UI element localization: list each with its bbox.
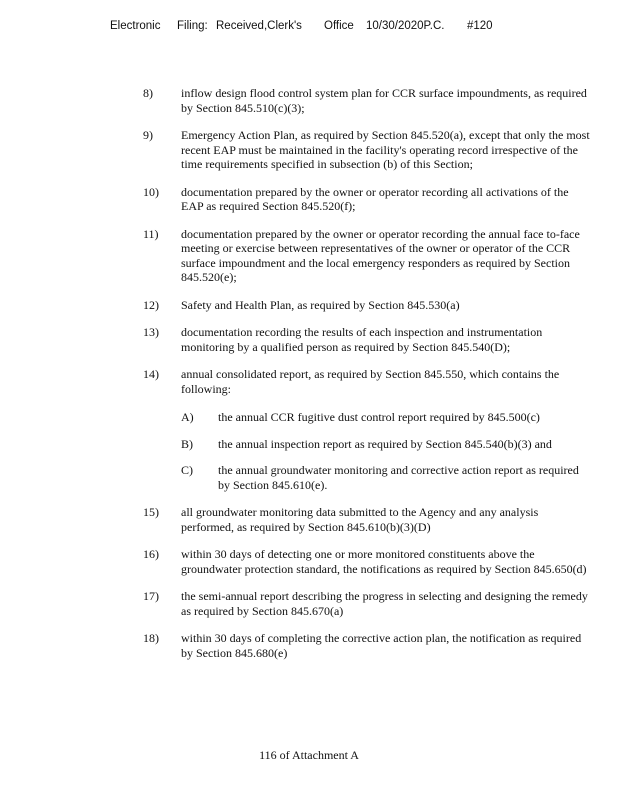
list-item xyxy=(0,505,618,534)
item-text: within 30 days of detecting one or more monitored constituents above the groundwater protection standard, the notifications as required by Section 845.650(d) xyxy=(181,547,587,576)
item-text: the semi-annual report describing the progress in selecting and designing the remedy as required by Section 845.670(a) xyxy=(181,589,588,618)
item-number: 14) xyxy=(143,367,159,381)
subitem-text: the annual groundwater monitoring and corrective action report as required by Section 845.610(e). xyxy=(218,463,579,492)
list-item xyxy=(0,227,618,285)
list-item xyxy=(0,325,618,354)
item-text: all groundwater monitoring data submitted to the Agency and any analysis performed, as required by Section 845.610(b)(3)(D) xyxy=(181,505,539,534)
subitem-text: the annual CCR fugitive dust control report required by 845.500(c) xyxy=(218,410,540,424)
item-number: 9) xyxy=(143,128,153,142)
item-text: documentation prepared by the owner or operator recording the annual face to-face meeting or exercise between representatives of the owner or operator of the CCR surface impoundment and the local emergency responders as required by Section 845.520(e); xyxy=(181,226,580,284)
item-number: 18) xyxy=(143,631,159,645)
header-electronic: Electronic xyxy=(110,20,161,32)
subitem-list xyxy=(0,410,618,492)
subitem-text: the annual inspection report as required by Section 845.540(b)(3) and xyxy=(218,436,552,451)
item-number: 15) xyxy=(143,505,159,519)
item-text: documentation prepared by the owner or operator recording all activations of the EAP as required Section 845.520(f); xyxy=(181,184,569,213)
list-item xyxy=(0,86,618,115)
subitem-number: C) xyxy=(181,463,193,477)
sub-list-item xyxy=(0,463,618,492)
list-item xyxy=(0,547,618,576)
item-number: 13) xyxy=(143,325,159,339)
item-text: inflow design flood control system plan for CCR surface impoundments, as required by Section 845.510(c)(3); xyxy=(181,86,587,115)
item-text: annual consolidated report, as required by Section 845.550, which contains the following: xyxy=(181,367,560,396)
list-item xyxy=(0,128,618,172)
item-number: 10) xyxy=(143,184,159,199)
item-number: 8) xyxy=(143,86,153,100)
item-text: Safety and Health Plan, as required by Section 845.530(a) xyxy=(181,297,460,312)
item-list xyxy=(0,86,618,673)
item-number: 11) xyxy=(143,226,159,241)
subitem-number: B) xyxy=(181,436,193,451)
subitem-number: A) xyxy=(181,410,194,424)
list-item xyxy=(0,631,618,660)
item-number: 12) xyxy=(143,297,159,312)
item-text: within 30 days of completing the corrective action plan, the notification as required by Section 845.680(e) xyxy=(181,631,582,660)
page-footer: 116 of Attachment A xyxy=(259,748,359,762)
item-text: documentation recording the results of each inspection and instrumentation monitoring by a qualified person as required by Section 845.540(D); xyxy=(181,325,543,354)
header-filing: Filing: xyxy=(177,20,208,32)
header-date: 10/30/2020P.C. xyxy=(366,20,445,32)
list-item xyxy=(0,367,618,492)
header-number: #120 xyxy=(467,20,493,32)
sub-list-item xyxy=(0,410,618,425)
list-item xyxy=(0,185,618,214)
sub-list-item xyxy=(0,437,618,452)
list-item xyxy=(0,298,618,313)
item-number: 16) xyxy=(143,547,159,561)
item-text: Emergency Action Plan, as required by Section 845.520(a), except that only the most recent EAP must be maintained in the facility's operating record irrespective of the time requirements specified in subsection (b) of this Section; xyxy=(181,128,590,171)
item-number: 17) xyxy=(143,589,159,603)
header-office: Office xyxy=(324,20,354,32)
header-received: Received,Clerk's xyxy=(216,20,302,32)
list-item xyxy=(0,589,618,618)
